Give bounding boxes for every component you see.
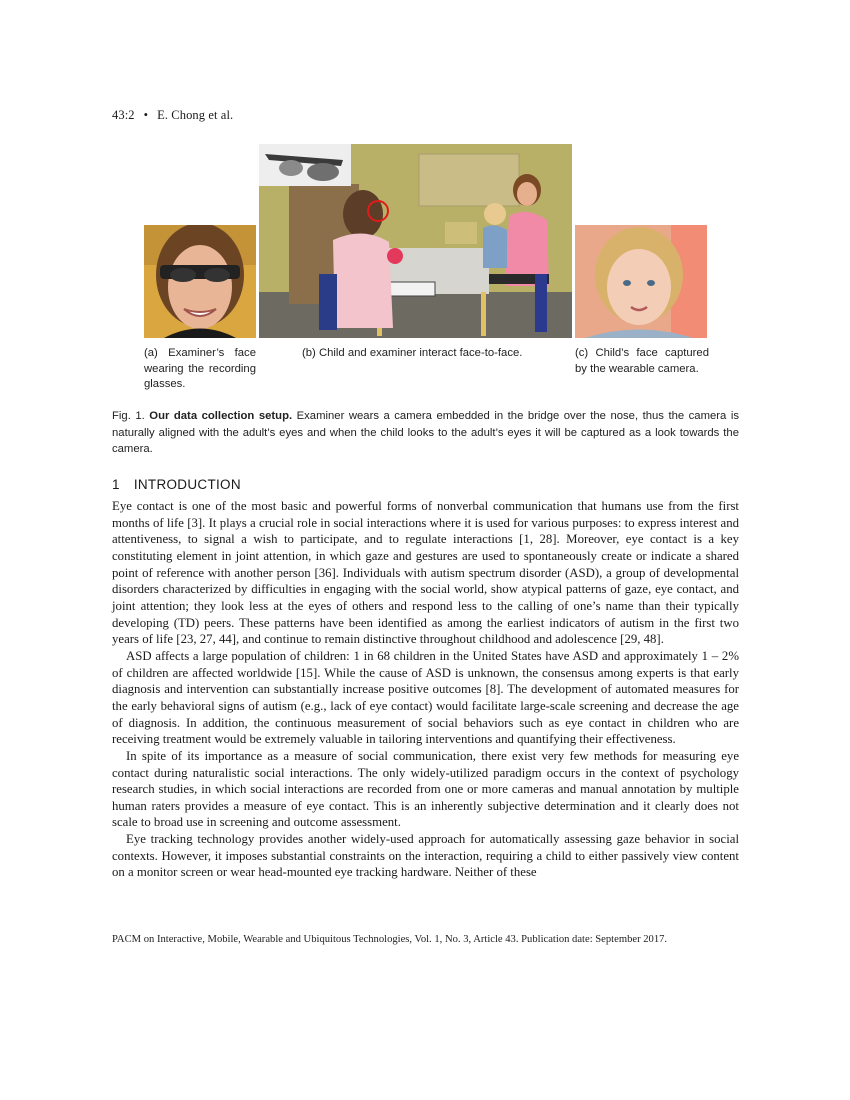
header-bullet: • [143, 108, 149, 122]
body-text [112, 498, 739, 881]
figure-caption-title: Our data collection setup. [149, 410, 293, 422]
subcaption-b: (b) Child and examiner interact face-to-face. [302, 347, 523, 359]
interaction-scene-illustration [259, 144, 572, 338]
figure-caption-text: Examiner wears a camera embedded in the bridge over the nose, thus the camera is naturally aligned with the adult’s eyes and when the child looks to the adult’s eyes it will be captured as a look towards the camera. [112, 410, 739, 455]
running-head [112, 108, 233, 123]
subcaption-a: (a) Examiner’s face wearing the recording glasses. [144, 347, 256, 390]
figure-b-interaction-scene [259, 144, 572, 338]
figure-caption [112, 408, 739, 458]
paragraph-1: Eye contact is one of the most basic and powerful forms of nonverbal communication that humans use from the first months of life [3]. It plays a crucial role in social interactions where it is used for various purposes: to express interest and attentiveness, to signal a wish to participate, and to regulate interactions [1, 28]. Moreover, eye contact is a key constituting element in joint attention, in which gaze and gestures are used to spontaneously create or indicate a shared point of reference with another person [36]. Individuals with autism spectrum disorder (ASD), a group of developmental disorders characterized by difficulties in engaging with the social world, show atypical patterns of gaze, eye contact, and joint attention; they look less at the eyes of others and respond less to the calling of one’s name than their typically developing (TD) peers. These patterns have been identified as among the earliest indicators of autism in the first two years of life [23, 27, 44], and continue to remain distinctive throughout childhood and adolescence [29, 48]. [112, 499, 739, 647]
footer: PACM on Interactive, Mobile, Wearable and Ubiquitous Technologies, Vol. 1, No. 3, Article 43. Publication date: September 2017. [112, 934, 668, 945]
figure-a-examiner-face [144, 225, 256, 338]
figure-caption-label: Fig. 1. [112, 410, 145, 422]
authors: E. Chong et al. [157, 108, 234, 122]
paragraph-2: ASD affects a large population of children: 1 in 68 children in the United States have ASD and approximately 1 – 2% of children are affected worldwide [15]. While the cause of ASD is unknown, the consensus among experts is that early diagnosis and intervention can substantially increase positive outcomes [8]. The development of automated measures for the early behavioral signs of autism (e.g., lack of eye contact) would facilitate large-scale screening and decrease the age of diagnosis. In addition, the continuous measurement of social behaviors such as eye contact in children who are receiving treatment would be extremely valuable in tailoring interventions and quantifying their effectiveness. [112, 648, 739, 747]
examiner-face-illustration [144, 225, 256, 338]
figure-c-child-face [575, 225, 707, 338]
section-number: 1 [112, 477, 120, 492]
paragraph-3: In spite of its importance as a measure of social communication, there exist very few methods for measuring eye contact during naturalistic social interactions. The only widely-utilized paradigm occurs in the context of psychology research studies, in which social interactions are recorded from one or more cameras and manual annotation by multiple human raters provides a measure of eye contact. This is an inherently subjective determination and it clearly does not scale to broad use in screening and outcome assessment. [112, 748, 739, 830]
section-heading [112, 477, 241, 492]
paragraph-4: Eye tracking technology provides another widely-used approach for automatically assessing gaze behavior in social contexts. However, it imposes substantial constraints on the interaction, requiring a child to either passively view content on a monitor screen or wear head-mounted eye tracking hardware. Neither of these [112, 832, 739, 880]
child-face-illustration [575, 225, 707, 338]
subcaption-c: (c) Child’s face captured by the wearable camera. [575, 347, 709, 375]
section-title: INTRODUCTION [133, 477, 241, 492]
page-number: 43:2 [112, 108, 135, 122]
